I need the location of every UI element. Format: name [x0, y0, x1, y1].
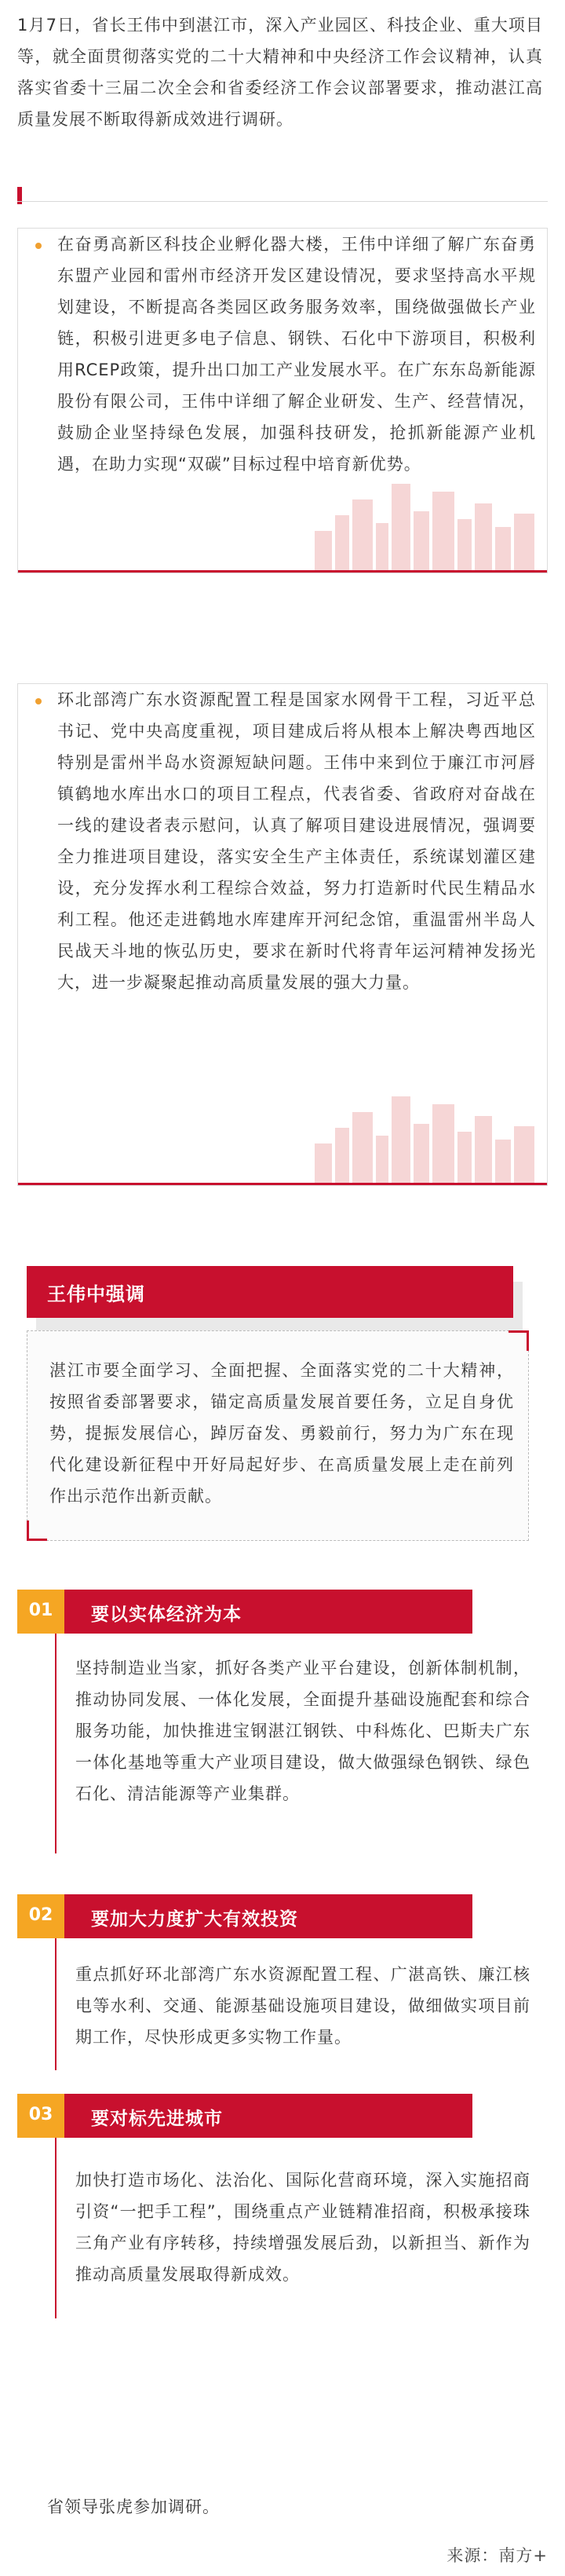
corner-decoration [27, 1520, 47, 1541]
section-body-01: 坚持制造业当家，抓好各类产业平台建设，创新体制机制，推动协同发展、一体化发展，全面提升基础设施配套和综合服务功能，加快推进宝钢湛江钢铁、中科炼化、巴斯夫广东一体化基地等重大产业项目建设，做大做强绿色钢铁、绿色石化、清洁能源等产业集群。 [75, 1659, 530, 1803]
section-number: 03 [28, 2105, 53, 2124]
box-bottom-bar [18, 1183, 547, 1185]
emphasis-box [27, 1330, 529, 1541]
city-skyline-illustration [307, 1081, 542, 1183]
section-header-01 [17, 1590, 472, 1634]
closing-line: 省领导张虎参加调研。 [47, 2497, 220, 2516]
emphasis-title: 王伟中强调 [47, 1283, 145, 1305]
section-title: 要对标先进城市 [91, 2109, 223, 2129]
section-body-02: 重点抓好环北部湾广东水资源配置工程、广湛高铁、廉江核电等水利、交通、能源基础设施项目建设，做细做实项目前期工作，尽快形成更多实物工作量。 [75, 1965, 530, 2047]
section-title-bar [64, 1894, 472, 1938]
box-bottom-bar [18, 570, 547, 573]
corner-decoration [508, 1330, 529, 1351]
visit-box-park-text: 在奋勇高新区科技企业孵化器大楼，王伟中详细了解广东奋勇东盟产业园和雷州市经济开发区建设情况，要求坚持高水平规划建设，不断提高各类园区政务服务效率，围绕做强做长产业链，积极引进更多电子信息、钢铁、石化中下游项目，积极利用RCEP政策，提升出口加工产业发展水平。在广东东岛新能源股份有限公司，王伟中详细了解企业研发、生产、经营情况，鼓励企业坚持绿色发展，加强科技研发，抢抓新能源产业机遇，在助力实现“双碳”目标过程中培育新优势。 [57, 235, 536, 474]
section-number: 02 [28, 1905, 53, 1925]
section-side-line [55, 2138, 56, 2318]
city-skyline-illustration [307, 468, 542, 570]
source-credit: 来源：南方+ [447, 2546, 548, 2565]
visit-box-water-text: 环北部湾广东水资源配置工程是国家水网骨干工程，习近平总书记、党中央高度重视，项目建成后将从根本上解决粤西地区特别是雷州半岛水资源短缺问题。王伟中来到位于廉江市河唇镇鹤地水库出水口的项目工程点，代表省委、省政府对奋战在一线的建设者表示慰问，认真了解项目建设进展情况，强调要全力推进项目建设，落实安全生产主体责任，系统谋划灌区建设，充分发挥水利工程综合效益，努力打造新时代民生精品水利工程。他还走进鹤地水库建库开河纪念馆，重温雷州半岛人民战天斗地的恢弘历史，要求在新时代将青年运河精神发扬光大，进一步凝聚起推动高质量发展的强大力量。 [57, 690, 536, 992]
visit-box-park [17, 228, 548, 573]
section-side-line [55, 1938, 56, 2070]
section-body-03: 加快打造市场化、法治化、国际化营商环境，深入实施招商引资“一把手工程”，围绕重点产业链精准招商，积极承接珠三角产业有序转移，持续增强发展后劲，以新担当、新作为推动高质量发展取得新成效。 [75, 2171, 530, 2284]
intro-divider [17, 201, 548, 202]
section-header-02 [17, 1894, 472, 1938]
section-side-line [55, 1634, 56, 1853]
emphasis-text: 湛江市要全面学习、全面把握、全面落实党的二十大精神，按照省委部署要求，锚定高质量发展首要任务，立足自身优势，提振发展信心，踔厉奋发、勇毅前行，努力为广东在现代化建设新征程中开好局起好步、在高质量发展上走在前列作出示范作出新贡献。 [49, 1361, 514, 1506]
bullet-dot [35, 243, 42, 249]
emphasis-header [27, 1266, 513, 1318]
bullet-dot [35, 698, 42, 704]
intro-paragraph: 1月7日，省长王伟中到湛江市，深入产业园区、科技企业、重大项目等，就全面贯彻落实党的二十大精神和中央经济工作会议精神，认真落实省委十三届二次全会和省委经济工作会议部署要求，推动湛江高质量发展不断取得新成效进行调研。 [17, 16, 543, 129]
section-title: 要以实体经济为本 [91, 1605, 242, 1625]
section-title: 要加大力度扩大有效投资 [91, 1909, 298, 1930]
section-title-bar [64, 2094, 472, 2138]
section-header-03 [17, 2094, 472, 2138]
section-title-bar [64, 1590, 472, 1634]
section-number: 01 [28, 1601, 53, 1620]
visit-box-water [17, 683, 548, 1186]
